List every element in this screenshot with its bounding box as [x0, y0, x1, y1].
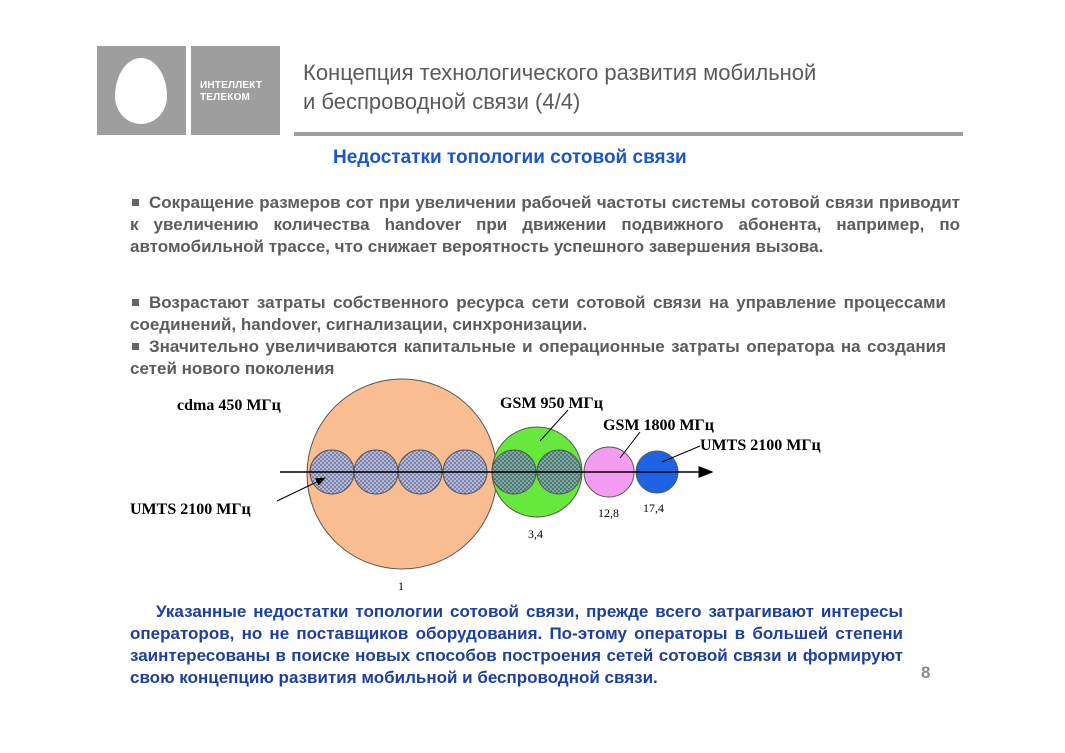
conclusion-body: Указанные недостатки топологии сотовой связи, прежде всего затрагивают интересы операторов, но не поставщиков оборудования. По-этому операторы в большей степени заинтересованы в поиске новых способов построения сетей сотовой связи и формируют свою концепцию развития мобильной и беспроводной связи. — [130, 602, 903, 687]
section-subtitle: Недостатки топологии сотовой связи — [333, 147, 687, 168]
umts-right-label: UMTS 2100 МГц — [700, 437, 821, 454]
gsm1800-label: GSM 1800 МГц — [603, 417, 714, 434]
gsm1800-ratio: 12,8 — [598, 506, 619, 520]
cdma-ratio: 1 — [398, 579, 404, 593]
logo-text-line1: ИНТЕЛЛЕКТ — [200, 80, 263, 91]
gsm1800-pointer — [620, 432, 640, 458]
page-title-line2: и беспроводной связи (4/4) — [303, 89, 581, 114]
gsm950-ratio: 3,4 — [528, 527, 543, 541]
bullet-text-2: Возрастают затраты собственного ресурса сети сотовой связи на управление процессами соединений, handover, сигнализации, синхронизации. — [130, 293, 946, 334]
cdma-label: cdma 450 МГц — [177, 397, 281, 414]
conclusion-text — [130, 601, 903, 689]
logo-text-line2: ТЕЛЕКОМ — [200, 92, 251, 103]
bullet-text-3: Значительно увеличиваются капитальные и операционные затраты оператора на создания сетей нового поколения — [130, 337, 946, 378]
gsm950-label: GSM 950 МГц — [500, 395, 603, 412]
page-number: 8 — [921, 663, 931, 682]
bullet-text-1: Сокращение размеров сот при увеличении рабочей частоты системы сотовой связи приводит к увеличению количества handover при движении подвижного абонента, например, по автомобильной трассе, что снижает вероятность успешного завершения вызова. — [130, 193, 960, 256]
page-title-line1: Концепция технологического развития мобильной — [303, 60, 817, 85]
umts-ratio: 17,4 — [643, 501, 664, 515]
umts-left-label: UMTS 2100 МГц — [130, 501, 251, 518]
